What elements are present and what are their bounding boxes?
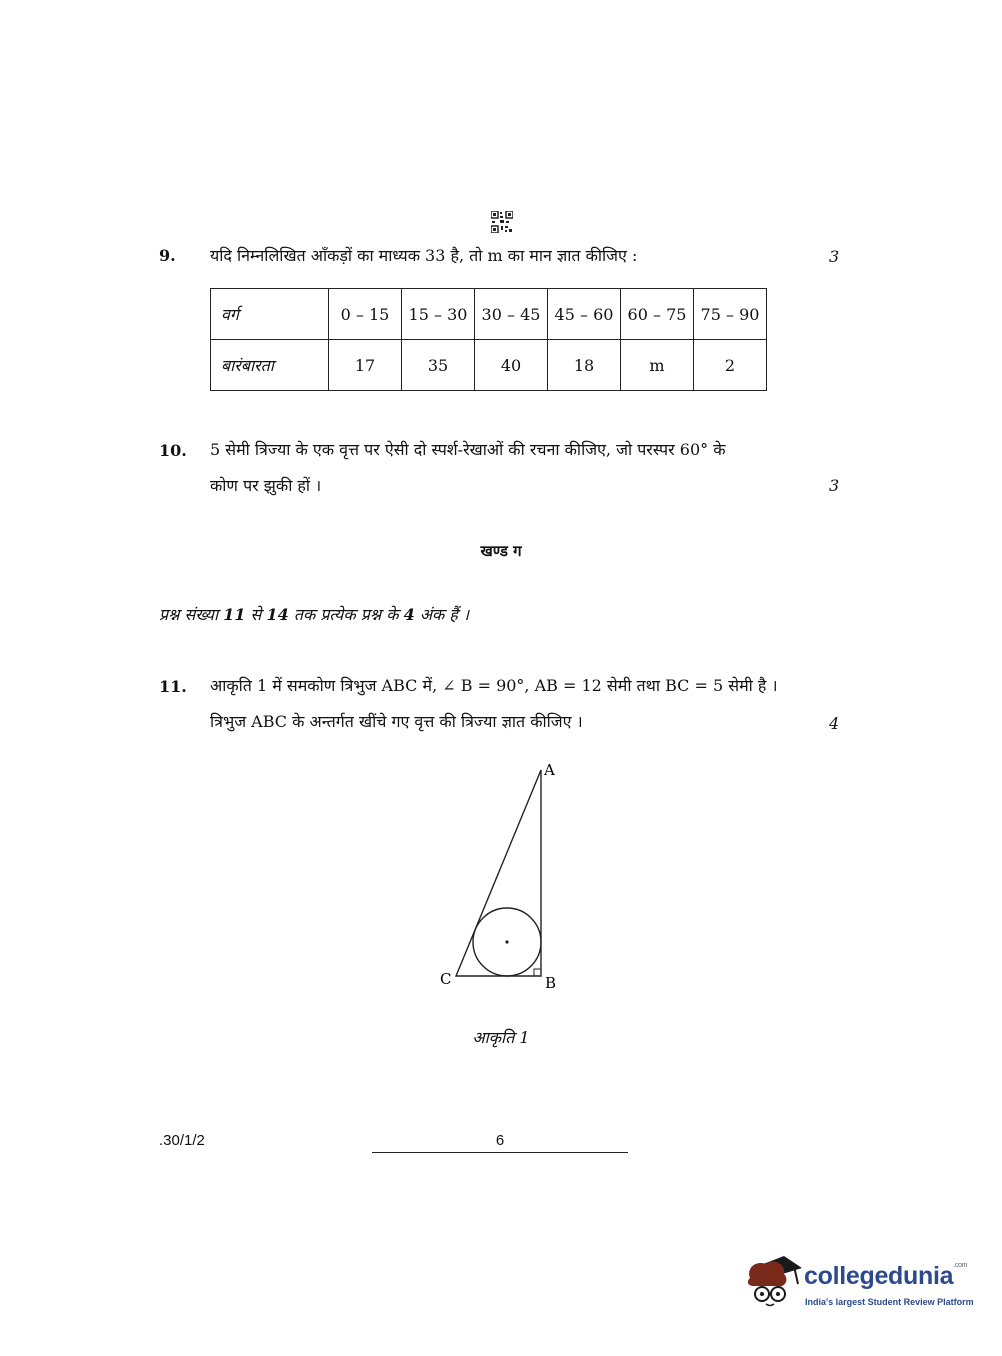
vertex-label-a: A (544, 761, 555, 779)
table-row-classes (211, 289, 767, 340)
q11-line1: आकृति 1 में समकोण त्रिभुज ABC में, ∠ B = 90°, AB = 12 सेमी तथा BC = 5 सेमी है । (210, 676, 778, 695)
row-label-frequency: बारंबारता (211, 340, 329, 391)
paper-code: .30/1/2 (159, 1132, 205, 1149)
q10-line1: 5 सेमी त्रिज्या के एक वृत्त पर ऐसी दो स्पर्श-रेखाओं की रचना कीजिए, जो परस्पर 60° के (210, 440, 726, 459)
instruction-text: से (245, 605, 267, 624)
q9-marks: 3 (829, 247, 840, 266)
instruction-text: तक प्रत्येक प्रश्न के (288, 605, 404, 624)
triangle-abc (456, 770, 541, 976)
class-cell: 0 – 15 (329, 289, 402, 340)
instruction-question-end: 14 (266, 605, 289, 624)
brand-name (804, 1262, 967, 1291)
q10-marks: 3 (829, 476, 840, 495)
class-cell: 45 – 60 (548, 289, 621, 340)
qr-code (491, 211, 513, 233)
q9-frequency-table (210, 288, 767, 391)
q9-number: 9. (159, 246, 176, 265)
footer-rule (372, 1152, 628, 1153)
frequency-cell: 17 (329, 340, 402, 391)
class-cell: 30 – 45 (475, 289, 548, 340)
q10-number: 10. (159, 441, 187, 460)
brand-logo (744, 1254, 804, 1308)
brand-tld: .com (953, 1262, 968, 1269)
class-cell: 15 – 30 (402, 289, 475, 340)
qr-code-icon (491, 211, 513, 233)
section-heading: खण्ड ग (480, 542, 522, 560)
class-cell: 60 – 75 (621, 289, 694, 340)
q10-line2: कोण पर झुकी हों । (210, 476, 322, 495)
row-label-class: वर्ग (211, 289, 329, 340)
incenter-dot (505, 940, 508, 943)
frequency-cell: 35 (402, 340, 475, 391)
section-instruction (159, 603, 469, 625)
instruction-text: प्रश्न संख्या (159, 605, 224, 624)
mascot-icon (744, 1254, 804, 1308)
instruction-text: अंक हैं । (414, 605, 470, 624)
frequency-cell: m (621, 340, 694, 391)
vertex-label-b: B (545, 974, 557, 992)
page-number: 6 (495, 1132, 505, 1149)
figure-triangle (430, 755, 580, 995)
vertex-label-c: C (440, 970, 452, 988)
figure-caption: आकृति 1 (472, 1028, 530, 1047)
instruction-marks: 4 (403, 605, 415, 624)
triangle-diagram (430, 755, 580, 995)
frequency-cell: 18 (548, 340, 621, 391)
q11-line2: त्रिभुज ABC के अन्तर्गत खींचे गए वृत्त की त्रिज्या ज्ञात कीजिए । (210, 712, 583, 731)
brand-tagline: India's largest Student Review Platform (805, 1297, 974, 1307)
brand-wordmark: collegedunia (804, 1262, 954, 1290)
table-row-frequencies (211, 340, 767, 391)
instruction-question-start: 11 (223, 605, 246, 624)
q9-text: यदि निम्नलिखित आँकड़ों का माध्यक 33 है, तो m का मान ज्ञात कीजिए : (210, 246, 638, 265)
class-cell: 75 – 90 (694, 289, 767, 340)
right-angle-mark (534, 969, 541, 976)
frequency-cell: 40 (475, 340, 548, 391)
q11-number: 11. (159, 677, 187, 696)
q11-marks: 4 (829, 714, 840, 733)
frequency-cell: 2 (694, 340, 767, 391)
